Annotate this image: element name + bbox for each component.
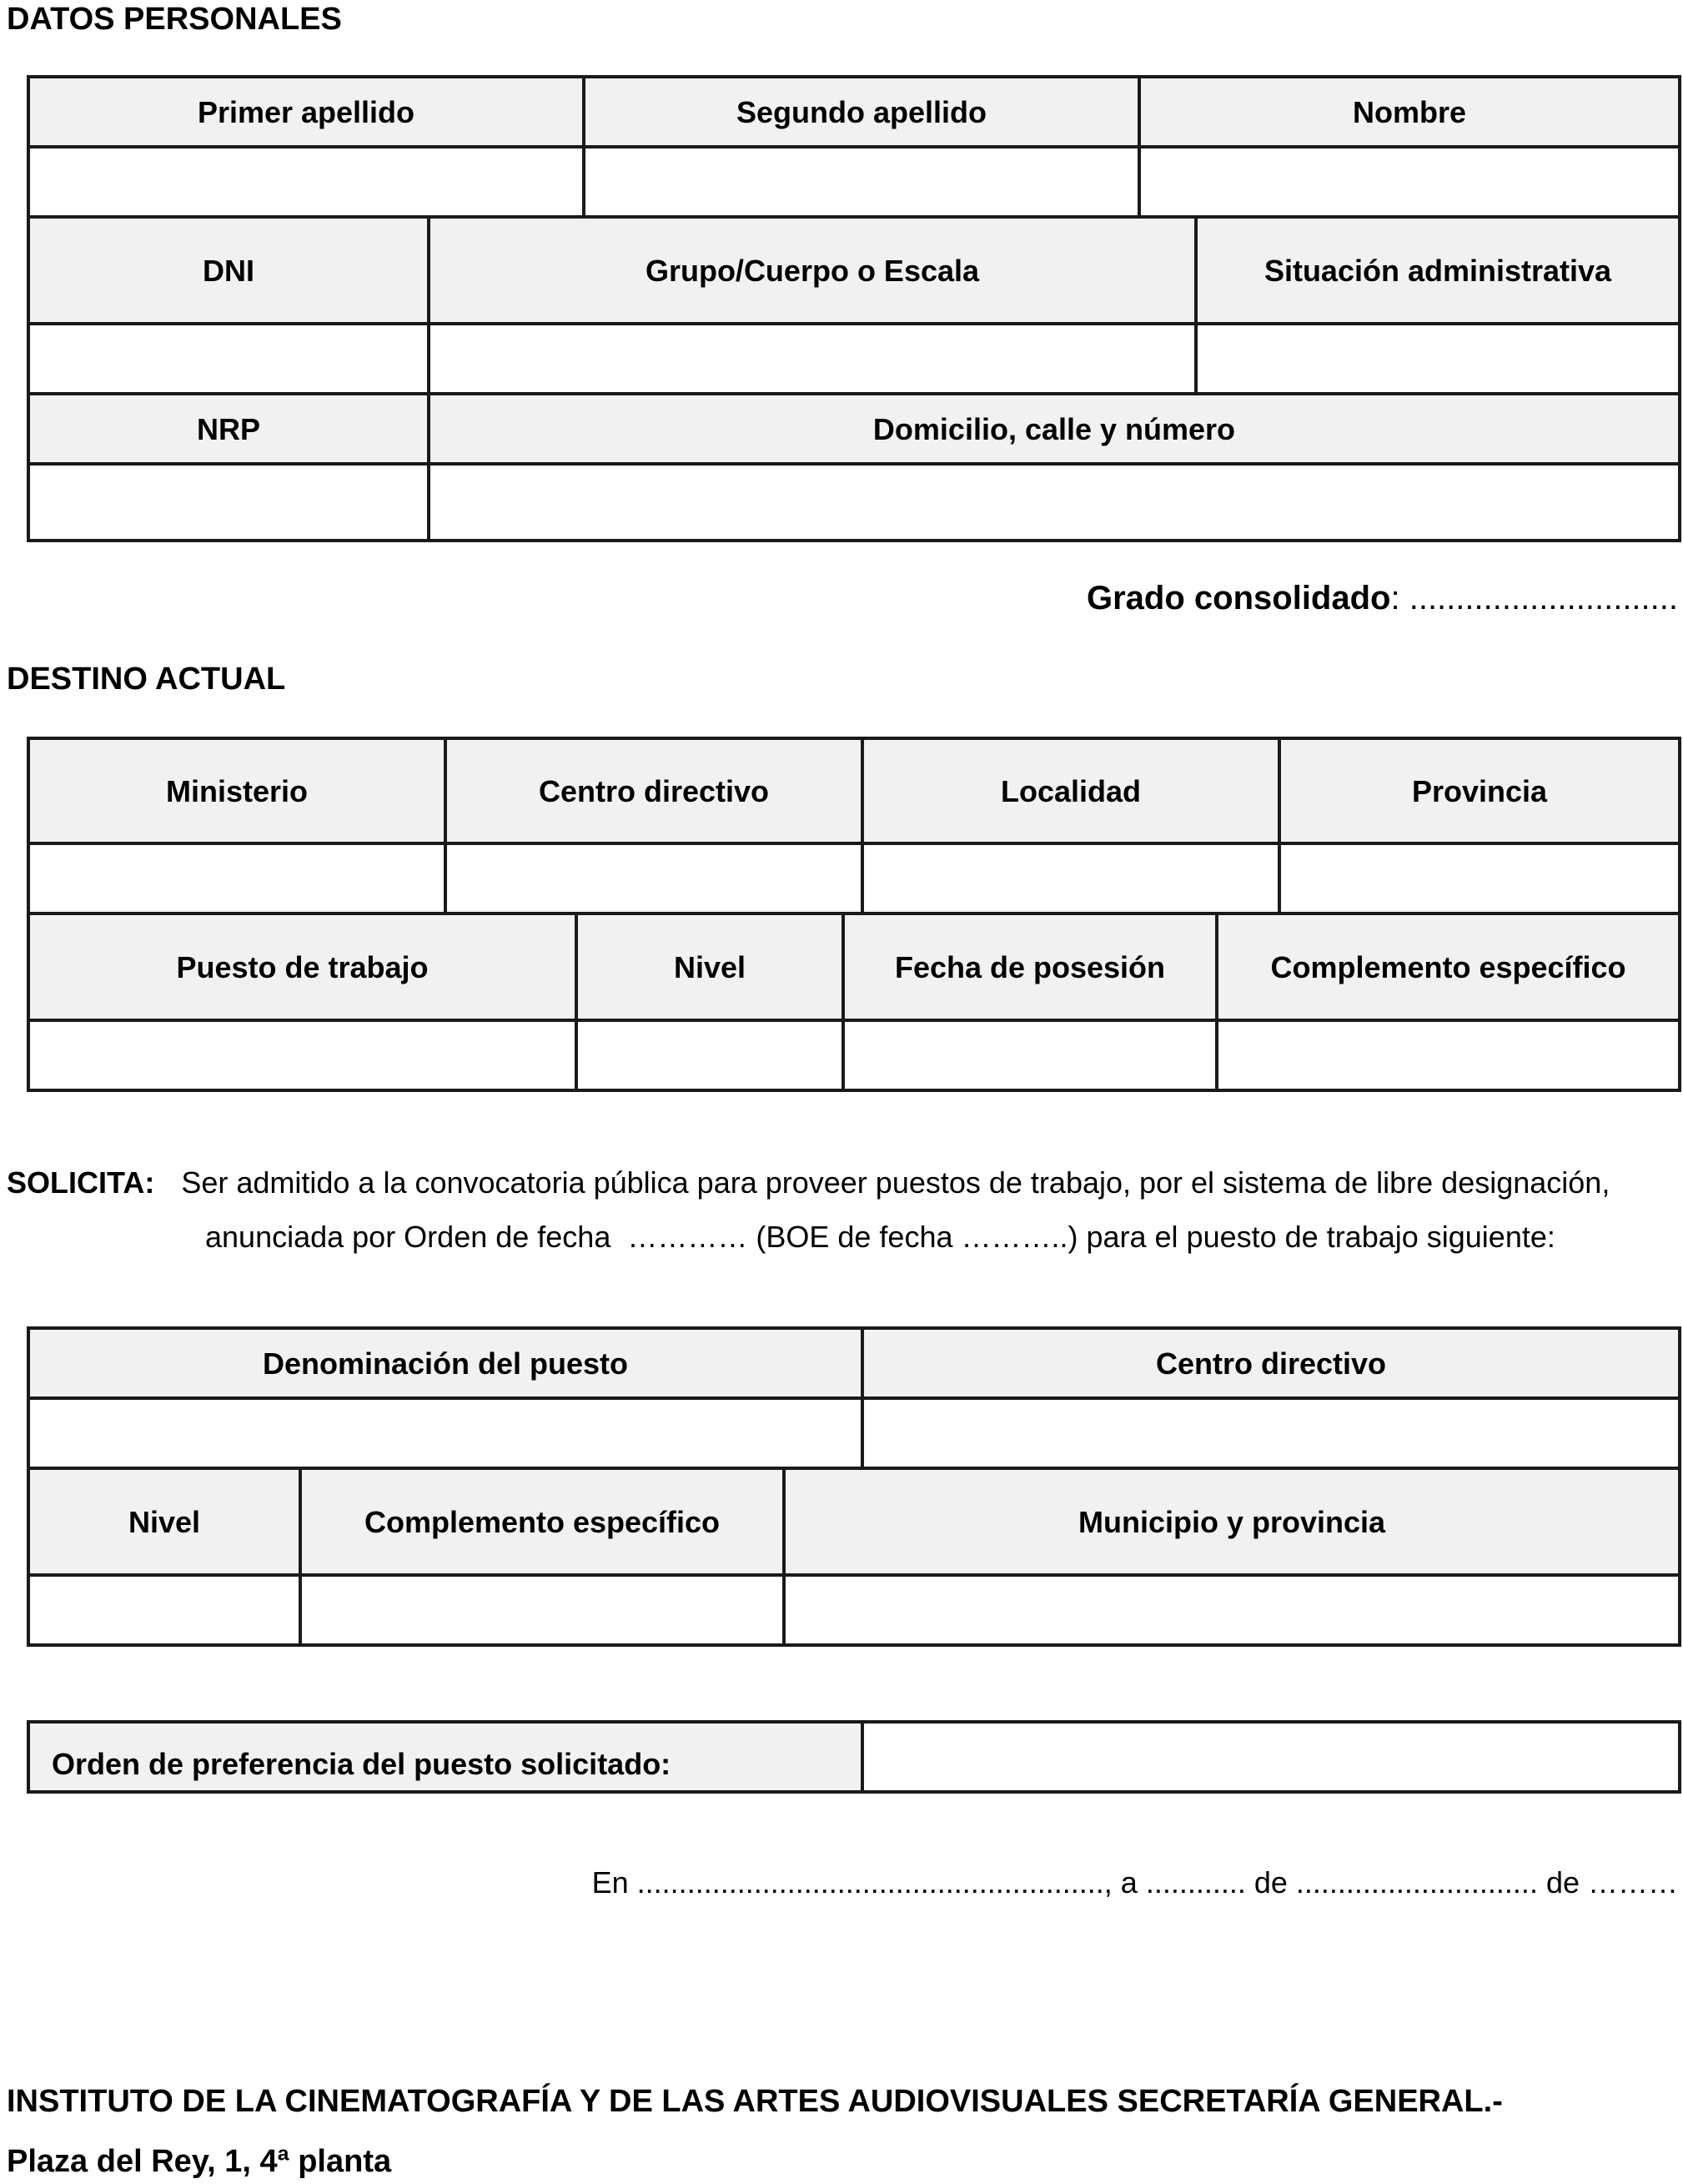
footer-institution: INSTITUTO DE LA CINEMATOGRAFÍA Y DE LAS ARTES AUDIOVISUALES SECRETARÍA GENERAL.- — [7, 2084, 1503, 2119]
segundo-apellido-field[interactable] — [584, 147, 1139, 217]
denominacion-puesto-field[interactable] — [28, 1398, 862, 1468]
preference-table — [27, 1720, 1681, 1794]
current-table-2 — [27, 912, 1681, 1092]
situacion-administrativa-field[interactable] — [1196, 324, 1680, 394]
municipio-provincia-field[interactable] — [784, 1575, 1680, 1645]
header-primer-apellido: Primer apellido — [28, 77, 584, 147]
section-title-personal: DATOS PERSONALES — [7, 2, 342, 37]
grado-consolidado — [1087, 580, 1678, 617]
header-provincia: Provincia — [1279, 738, 1680, 843]
header-complemento-solicitado: Complemento específico — [300, 1468, 784, 1575]
section-title-current: DESTINO ACTUAL — [7, 662, 286, 697]
provincia-field[interactable] — [1279, 843, 1680, 913]
puesto-de-trabajo-field[interactable] — [28, 1020, 576, 1090]
header-localidad: Localidad — [862, 738, 1279, 843]
position-table-2 — [27, 1467, 1681, 1647]
complemento-solicitado-field[interactable] — [300, 1575, 784, 1645]
header-denominacion-puesto: Denominación del puesto — [28, 1328, 862, 1398]
grupo-cuerpo-field[interactable] — [429, 324, 1196, 394]
nrp-field[interactable] — [28, 464, 429, 541]
header-nombre: Nombre — [1139, 77, 1680, 147]
personal-table-3 — [27, 392, 1681, 542]
nivel-solicitado-field[interactable] — [28, 1575, 300, 1645]
header-centro-directivo: Centro directivo — [445, 738, 862, 843]
dni-field[interactable] — [28, 324, 429, 394]
header-segundo-apellido: Segundo apellido — [584, 77, 1139, 147]
header-nivel: Nivel — [576, 913, 843, 1020]
fecha-posesion-field[interactable] — [843, 1020, 1217, 1090]
solicita-line-1 — [7, 1165, 1679, 1200]
nivel-field[interactable] — [576, 1020, 843, 1090]
centro-directivo-field[interactable] — [445, 843, 862, 913]
centro-directivo-solicitado-field[interactable] — [862, 1398, 1680, 1468]
solicita-text-2: anunciada por Orden de fecha ………… (BOE de fecha ………..) para el puesto de trabajo siguiente: — [205, 1220, 1555, 1254]
grado-consolidado-label: Grado consolidado — [1087, 580, 1391, 616]
preference-field[interactable] — [862, 1722, 1680, 1792]
primer-apellido-field[interactable] — [28, 147, 584, 217]
header-ministerio: Ministerio — [28, 738, 445, 843]
personal-table-2 — [27, 215, 1681, 395]
header-nrp: NRP — [28, 394, 429, 464]
header-municipio-provincia: Municipio y provincia — [784, 1468, 1680, 1575]
header-domicilio: Domicilio, calle y número — [429, 394, 1680, 464]
solicita-label: SOLICITA: — [7, 1165, 155, 1200]
ministerio-field[interactable] — [28, 843, 445, 913]
header-puesto-de-trabajo: Puesto de trabajo — [28, 913, 576, 1020]
grado-consolidado-dots[interactable]: : ............................. — [1390, 580, 1678, 616]
solicita-text-1: Ser admitido a la convocatoria pública para proveer puestos de trabajo, por el sistema de libre designación, — [181, 1165, 1610, 1200]
complemento-especifico-field[interactable] — [1217, 1020, 1680, 1090]
nombre-field[interactable] — [1139, 147, 1680, 217]
header-centro-directivo-solicitado: Centro directivo — [862, 1328, 1680, 1398]
preference-label: Orden de preferencia del puesto solicitado: — [28, 1722, 862, 1792]
current-table-1 — [27, 737, 1681, 915]
header-grupo-cuerpo: Grupo/Cuerpo o Escala — [429, 217, 1196, 324]
header-nivel-solicitado: Nivel — [28, 1468, 300, 1575]
localidad-field[interactable] — [862, 843, 1279, 913]
position-table-1 — [27, 1326, 1681, 1470]
domicilio-field[interactable] — [429, 464, 1680, 541]
header-dni: DNI — [28, 217, 429, 324]
header-complemento-especifico: Complemento específico — [1217, 913, 1680, 1020]
header-situacion-administrativa: Situación administrativa — [1196, 217, 1680, 324]
place-date-line[interactable]: En ........................................................, a ............ de ............................. de ……… — [591, 1865, 1678, 1900]
header-fecha-posesion: Fecha de posesión — [843, 913, 1217, 1020]
footer-address: Plaza del Rey, 1, 4ª planta — [7, 2144, 392, 2179]
personal-table-1 — [27, 75, 1681, 219]
